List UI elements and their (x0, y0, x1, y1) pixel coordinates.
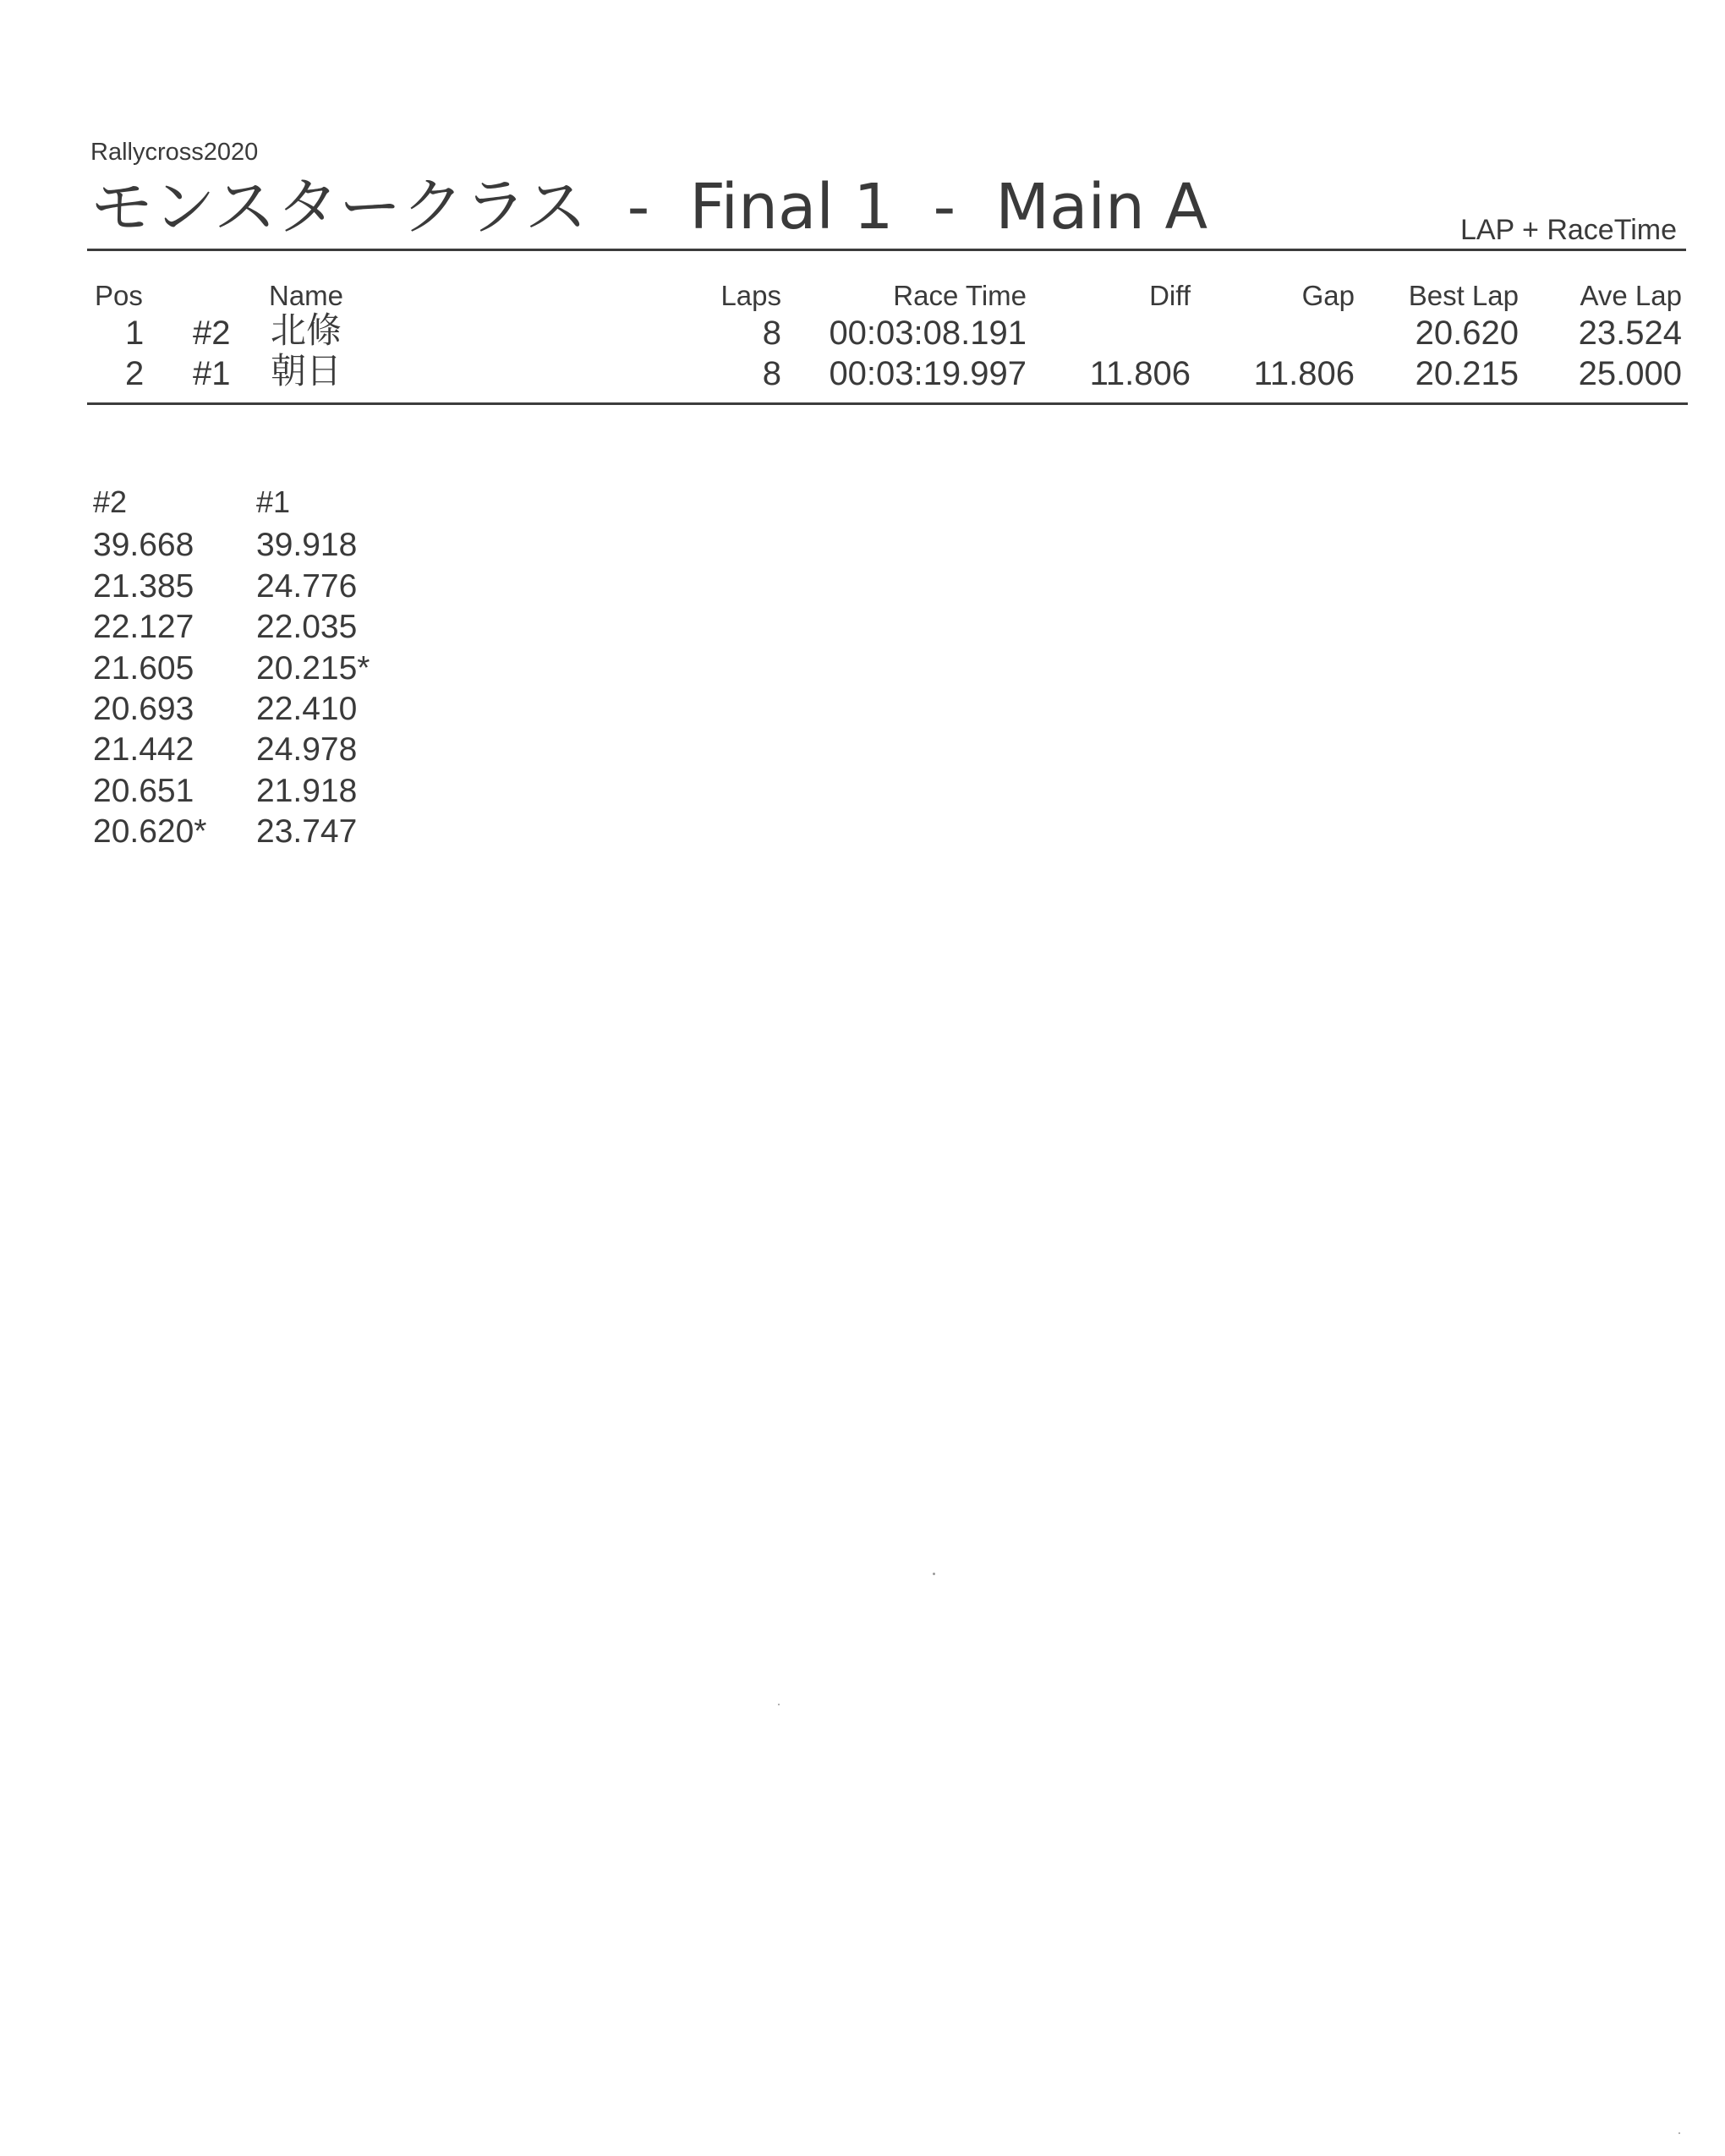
lap-time: 22.035 (256, 609, 358, 646)
ave-lap-cell: 23.524 (1578, 315, 1682, 352)
event-name: Rallycross2020 (90, 139, 259, 166)
driver-name-cell: 北條 (271, 309, 342, 351)
lap-time: 20.651 (93, 772, 194, 809)
page-title: モンスタークラス - Final 1 - Main A (90, 171, 1208, 244)
lap-time: 20.620* (93, 813, 207, 851)
lap-time: 20.693 (93, 690, 194, 727)
col-header-race-time: Race Time (893, 280, 1027, 311)
ave-lap-cell: 25.000 (1578, 355, 1682, 392)
table-bottom-divider (87, 402, 1688, 405)
pos-cell: 1 (125, 315, 145, 352)
laps-cell: 8 (762, 355, 781, 392)
title-divider (87, 249, 1686, 251)
best-lap-cell: 20.620 (1415, 315, 1519, 352)
lap-time: 22.127 (93, 609, 194, 646)
col-header-ave-lap: Ave Lap (1580, 280, 1682, 311)
lap-time: 39.918 (256, 527, 358, 564)
laps-cell: 8 (762, 315, 781, 352)
race-time-cell: 00:03:08.191 (829, 315, 1027, 352)
lap-time: 23.747 (256, 813, 358, 851)
race-time-cell: 00:03:19.997 (829, 355, 1027, 392)
car-number-cell: #2 (193, 315, 231, 352)
pos-cell: 2 (125, 355, 145, 392)
col-header-gap: Gap (1301, 280, 1355, 311)
scan-speck (778, 1704, 780, 1705)
gap-cell: 11.806 (1253, 355, 1355, 392)
col-header-best-lap: Best Lap (1408, 280, 1519, 311)
lap-time: 21.385 (93, 567, 194, 605)
col-header-pos: Pos (95, 280, 143, 311)
scan-speck (933, 1573, 935, 1575)
car-number-cell: #1 (193, 355, 231, 392)
lap-column-header: #2 (93, 484, 128, 519)
col-header-diff: Diff (1149, 280, 1191, 311)
lap-time: 39.668 (93, 527, 194, 564)
col-header-laps: Laps (720, 280, 781, 311)
lap-time: 22.410 (256, 690, 358, 727)
lap-time: 24.978 (256, 731, 358, 769)
lap-time: 21.442 (93, 731, 194, 769)
lap-time: 21.605 (93, 649, 194, 687)
col-header-name: Name (269, 280, 344, 311)
lap-times-car-1 (256, 484, 370, 853)
best-lap-cell: 20.215 (1415, 355, 1519, 392)
lap-time: 21.918 (256, 772, 358, 809)
lap-time: 20.215* (256, 649, 370, 687)
lap-time: 24.776 (256, 567, 358, 605)
driver-name-cell: 朝日 (271, 350, 342, 391)
diff-cell: 11.806 (1089, 355, 1191, 392)
lap-column-header: #1 (256, 484, 291, 519)
lap-times-car-2 (93, 484, 206, 853)
timing-mode: LAP + RaceTime (1459, 214, 1677, 246)
scan-speck (1678, 2132, 1680, 2134)
